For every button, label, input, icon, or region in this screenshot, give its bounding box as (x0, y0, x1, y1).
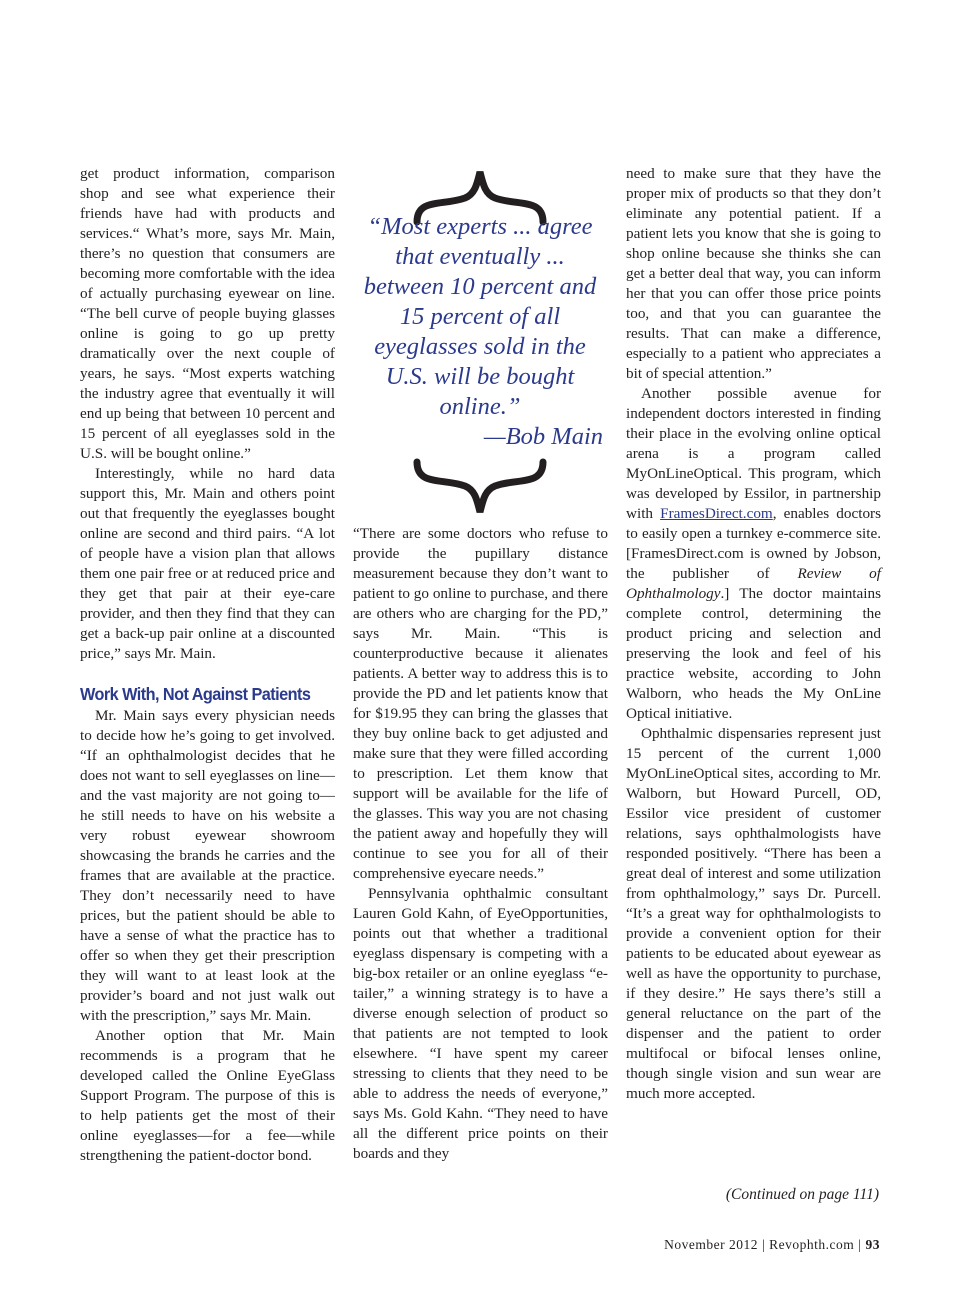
publication-title: Review of Ophthalmology (626, 565, 881, 602)
section-heading: Work With, Not Against Patients (80, 684, 311, 704)
article-column-2 (353, 524, 608, 1164)
footer-separator: | (761, 1237, 766, 1252)
paragraph: Pennsylvania ophthalmic consultant Lauren Gold Kahn, of EyeOpportunities, points out that whether a traditional eyeglass dispensary is competing with a big-box retailer or an online eyeglass “e-tailer,” a winning strategy is to have a diverse enough selection of product so that patients are not tempted to look elsewhere. “I have spent my career stressing to clients that they need to be able to address the needs of everyone,” says Ms. Gold Kahn. “They need to have all the different price points on their boards and they (353, 885, 608, 1162)
pull-quote-text: “Most experts ... agree that eventually ... between 10 percent and 15 percent of all eyeglasses sold in the U.S. will be bought online.” (363, 213, 597, 420)
continued-notice: (Continued on page 111) (725, 1186, 879, 1203)
paragraph-text: Another possible avenue for independent doctors interested in finding their place in the evolving online optical arena is a program called MyOnLineOptical. This program, which was developed by Essilor, in partnership with (626, 385, 881, 522)
page-footer (664, 1237, 880, 1253)
paragraph: get product information, comparison shop and see what experience their friends have had with products and services.“ What’s more, says Mr. Main, there’s no question that consumers are becoming more comfortable with the idea of actually purchasing eyewear on line. “The bell curve of people buying glasses online is going to go up pretty dramatically over the next couple of years, he says. “Most experts watching the industry agree that eventually it will end up being that between 10 percent and 15 percent of all eyeglasses sold in the U.S. will be bought online.” (80, 165, 335, 462)
article-column-3 (626, 164, 881, 1104)
paragraph: Ophthalmic dispensaries represent just 15 percent of the current 1,000 MyOnLineOptical sites, according to Mr. Walborn, but Howard Purcell, OD, Essilor vice president of customer relations, says ophthalmologists have responded positively. “There has been a great deal of interest and some utilization from ophthalmology,” says Dr. Purcell. “It’s a great way for ophthalmologists to provide a convenient option for their patients to be educated about eyewear as well as have the opportunity to purchase, if they desire.” He says there’s still a general reluctance on the part of the dispenser and the patient to order multifocal or bifocal lenses online, though single vision and sun wear are much more accepted. (626, 725, 881, 1102)
pull-quote-attribution: —Bob Main (483, 423, 603, 450)
issue-date: November 2012 (664, 1237, 758, 1252)
page-number: 93 (865, 1237, 880, 1252)
paragraph: “There are some doctors who refuse to provide the pupillary distance measurement because they don’t want to patient to go online to purchase, and there are others who are charging for the PD,” says Mr. Main. “This is counterproductive because it alienates patients. A better way to address this is to provide the PD and let patients know that for $19.95 they can bring the glasses that they buy online back to get adjusted and make sure that they were filled according to prescription. Let them know that support will be available for the life of the glasses. This way you are not chasing the patient away and hopefully they will continue to see you for all of their comprehensive eyecare needs.” (353, 525, 608, 882)
framesdirect-link[interactable]: FramesDirect.com (660, 505, 773, 522)
paragraph-text: .] The doctor maintains complete control, determining the product pricing and selection and preserving the look and feel of his practice website, according to John Walborn, who heads the My OnLine Optical initiative. (626, 585, 881, 722)
paragraph: Another option that Mr. Main recommends is a program that he developed called the Online EyeGlass Support Program. The purpose of this is to help patients get the most of their online eyeglasses—for a fee—while strengthening the patient-doctor bond. (80, 1027, 335, 1164)
article-column-1 (80, 164, 335, 1166)
bottom-brace-icon (413, 458, 547, 516)
paragraph (626, 384, 881, 724)
paragraph: Interestingly, while no hard data support this, Mr. Main and others point out that frequently the eyeglasses bought online are second and third pairs. “A lot of people have a vision plan that allows them one pair free or at reduced price and they get that pair at their eye-care provider, and then they find that they can get a back-up pair online at a discounted price,” says Mr. Main. (80, 465, 335, 662)
paragraph: need to make sure that they have the proper mix of products so that they don’t eliminate any potential patient. If a patient lets you know that she is going to shop online because she thinks she can get a better deal that way, you can inform her that you can offer those price points too, and that you can guarantee the results. That can make a difference, especially to a patient who appreciates a bit of special attention.” (626, 165, 881, 382)
pull-quote-text-block (355, 212, 605, 452)
website: Revophth.com (769, 1237, 855, 1252)
pull-quote (355, 168, 605, 508)
paragraph-text: , enables doctors to easily open a turnkey e-commerce site. [FramesDirect.com is owned by Jobson, the publisher of (626, 505, 881, 582)
paragraph: Mr. Main says every physician needs to decide how he’s going to get involved. “If an ophthalmologist decides that he does not want to sell eyeglasses on line—and the vast majority are not going to—he still needs to have on his website a very robust eyewear showroom showcasing the brands he carries and the frames that are available at the practice. They don’t necessarily need to have prices, but the patient should be able to have a sense of what the practice has to offer so when they get their prescription they will want to at least look at the provider’s board and not just walk out with the prescription,” says Mr. Main. (80, 707, 335, 1024)
footer-separator: | (858, 1237, 862, 1252)
